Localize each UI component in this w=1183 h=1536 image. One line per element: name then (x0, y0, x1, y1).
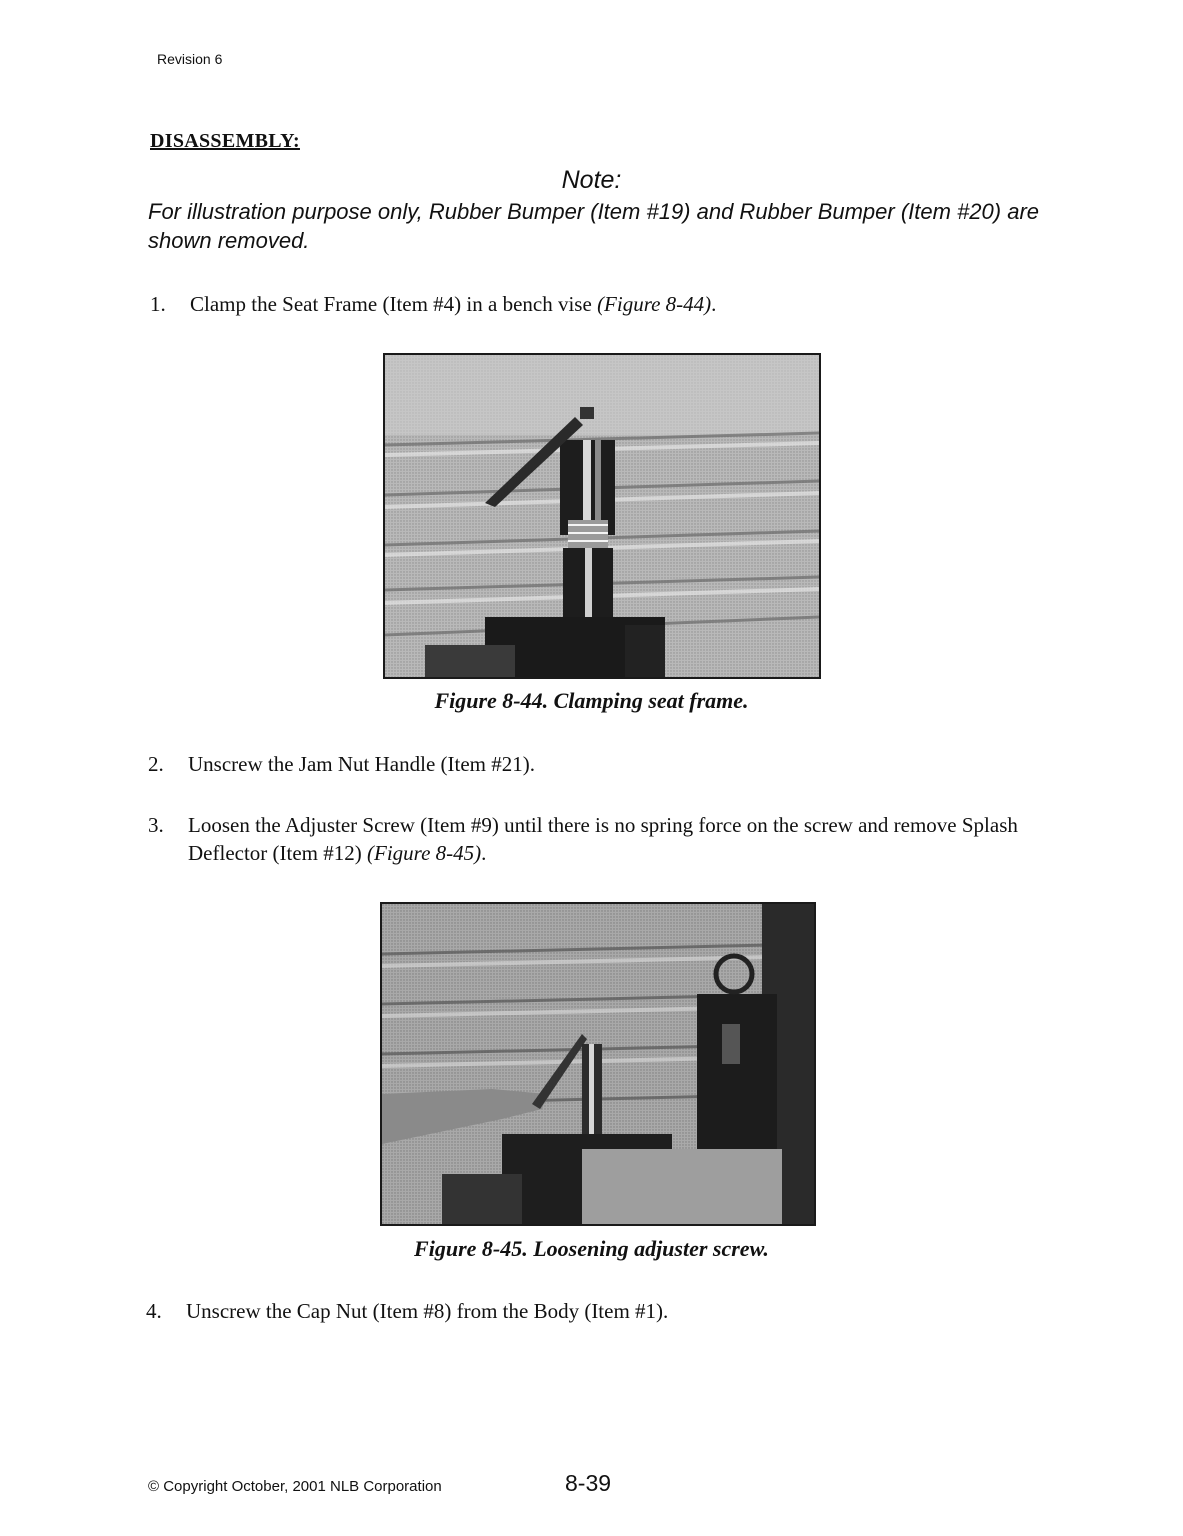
step-number: 4. (146, 1299, 162, 1323)
figure-8-44-photo (383, 353, 821, 679)
revision-label: Revision 6 (157, 51, 223, 67)
step-number: 3. (148, 813, 164, 837)
figure-8-45-photo (380, 902, 816, 1226)
step-3 (148, 811, 1048, 871)
copyright-notice: © Copyright October, 2001 NLB Corporation (148, 1478, 442, 1495)
figure-8-45-caption: Figure 8-45. Loosening adjuster screw. (414, 1236, 769, 1261)
clamping-photo-image (385, 355, 819, 677)
step-text-tail: . (481, 841, 487, 865)
note-body: For illustration purpose only, Rubber Bumper (Item #19) and Rubber Bumper (Item #20) are shown removed. (148, 199, 1040, 253)
step-text-tail: . (711, 292, 717, 316)
step-2 (148, 750, 1048, 780)
step-1 (150, 290, 1050, 320)
figure-reference: (Figure 8-44) (597, 292, 712, 316)
page-number: 8-39 (565, 1470, 612, 1496)
step-4 (146, 1297, 1046, 1327)
step-text: Unscrew the Cap Nut (Item #8) from the Body (Item #1). (186, 1299, 669, 1323)
step-number: 2. (148, 752, 164, 776)
step-text: Unscrew the Jam Nut Handle (Item #21). (188, 752, 535, 776)
step-text: Loosen the Adjuster Screw (Item #9) until there is no spring force on the screw and remove Splash Deflector (Item #12) (188, 813, 1018, 865)
figure-8-44-caption: Figure 8-44. Clamping seat frame. (434, 688, 749, 713)
step-number: 1. (150, 292, 166, 316)
loosening-photo-image (382, 904, 814, 1224)
note-title: Note: (561, 166, 622, 194)
section-heading: DISASSEMBLY: (150, 130, 300, 152)
step-text: Clamp the Seat Frame (Item #4) in a bench vise (190, 292, 598, 316)
figure-reference: (Figure 8-45) (367, 841, 482, 865)
